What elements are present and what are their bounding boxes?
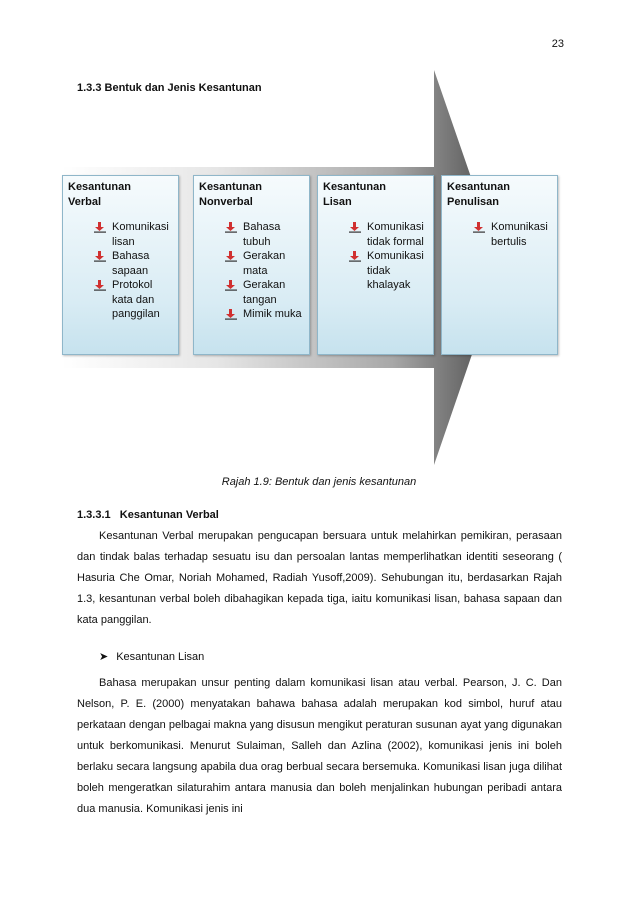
page-number: 23	[551, 38, 564, 50]
list-item	[225, 307, 304, 322]
paragraph-lisan: Bahasa merupakan unsur penting dalam komunikasi lisan atau verbal. Pearson, J. C. Dan Nelson, P. E. (2000) menyatakan bahawa bahasa adalah merupakan kod simbol, huruf atau perkataan dengan pelbagai makna yang disusun mengikut peraturan susunan ayat yang digunakan untuk berkomunikasi. Menurut Sulaiman, Salleh dan Azlina (2002), komunikasi jenis ini boleh berlaku secara langsung apabila dua orag berbual secara bersemuka. Komunikasi lisan juga dilihat boleh mengeratkan silaturahim antara manusia dan boleh menjalinkan hubungan peribadi antara dua manusia. Komunikasi jenis ini	[77, 677, 562, 815]
box-title	[323, 180, 428, 210]
arrow-bullet-icon	[225, 309, 237, 320]
box-list	[68, 220, 173, 322]
box-title-line: Penulisan	[447, 196, 499, 208]
box-title-line: Verbal	[68, 196, 102, 208]
box-title-line: Kesantunan	[323, 181, 386, 193]
list-item	[349, 220, 428, 249]
figure-caption: Rajah 1.9: Bentuk dan jenis kesantunan	[221, 476, 417, 488]
arrow-bullet-icon	[94, 222, 106, 233]
box-title-line: Lisan	[323, 196, 352, 208]
box-title	[68, 180, 173, 210]
list-item-text: Mimik muka	[243, 308, 302, 320]
arrow-bullet-icon	[225, 251, 237, 262]
arrow-bullet-icon	[349, 251, 361, 262]
bullet-kesantunan-lisan	[99, 650, 204, 663]
arrow-bullet-icon	[94, 251, 106, 262]
subsection-heading: 1.3.3.1 Kesantunan Verbal	[77, 509, 219, 521]
list-item	[349, 249, 428, 293]
list-item	[225, 249, 304, 278]
box-verbal	[62, 175, 179, 355]
list-item-text: Komunikasi bertulis	[491, 221, 548, 248]
list-item-text: Komunikasi tidak khalayak	[367, 250, 424, 291]
kesantunan-diagram	[62, 70, 548, 465]
box-title-line: Nonverbal	[199, 196, 253, 208]
list-item-text: Bahasa tubuh	[243, 221, 281, 248]
list-item-text: Komunikasi tidak formal	[367, 221, 424, 248]
box-title-line: Kesantunan	[68, 181, 131, 193]
box-title	[447, 180, 552, 210]
list-item	[225, 220, 304, 249]
list-item	[225, 278, 304, 307]
arrow-bullet-icon	[473, 222, 485, 233]
list-item	[473, 220, 552, 249]
box-list	[199, 220, 304, 322]
section-heading: 1.3.3 Bentuk dan Jenis Kesantunan	[77, 82, 262, 94]
box-lisan	[317, 175, 434, 355]
box-list	[447, 220, 552, 249]
list-item	[94, 278, 173, 322]
list-item-text: Gerakan mata	[243, 250, 286, 277]
arrow-bullet-icon	[225, 280, 237, 291]
box-title	[199, 180, 304, 210]
paragraph-verbal: Kesantunan Verbal merupakan pengucapan bersuara untuk melahirkan pemikiran, perasaan dan tindak balas terhadap sesuatu isu dan persoalan lantas memperlihatkan identiti seseorang ( Hasuria Che Omar, Noriah Mohamed, Radiah Yusoff,2009). Sehubungan itu, berdasarkan Rajah 1.3, kesantunan verbal boleh dibahagikan kepada tiga, iaitu komunikasi lisan, bahasa sapaan dan kata panggilan.	[77, 530, 562, 626]
list-item-text: Bahasa sapaan	[112, 250, 150, 277]
arrow-bullet-icon: ➤	[99, 651, 109, 663]
box-penulisan	[441, 175, 558, 355]
list-item	[94, 249, 173, 278]
arrow-bullet-icon	[225, 222, 237, 233]
box-title-line: Kesantunan	[199, 181, 262, 193]
arrow-bullet-icon	[94, 280, 106, 291]
arrow-bullet-icon	[349, 222, 361, 233]
box-title-line: Kesantunan	[447, 181, 510, 193]
list-item-text: Gerakan tangan	[243, 279, 286, 306]
list-item-text: Komunikasi lisan	[112, 221, 169, 248]
list-item	[94, 220, 173, 249]
box-nonverbal	[193, 175, 310, 355]
list-item-text: Protokol kata dan panggilan	[112, 279, 160, 320]
box-list	[323, 220, 428, 293]
bullet-text: Kesantunan Lisan	[116, 651, 205, 663]
